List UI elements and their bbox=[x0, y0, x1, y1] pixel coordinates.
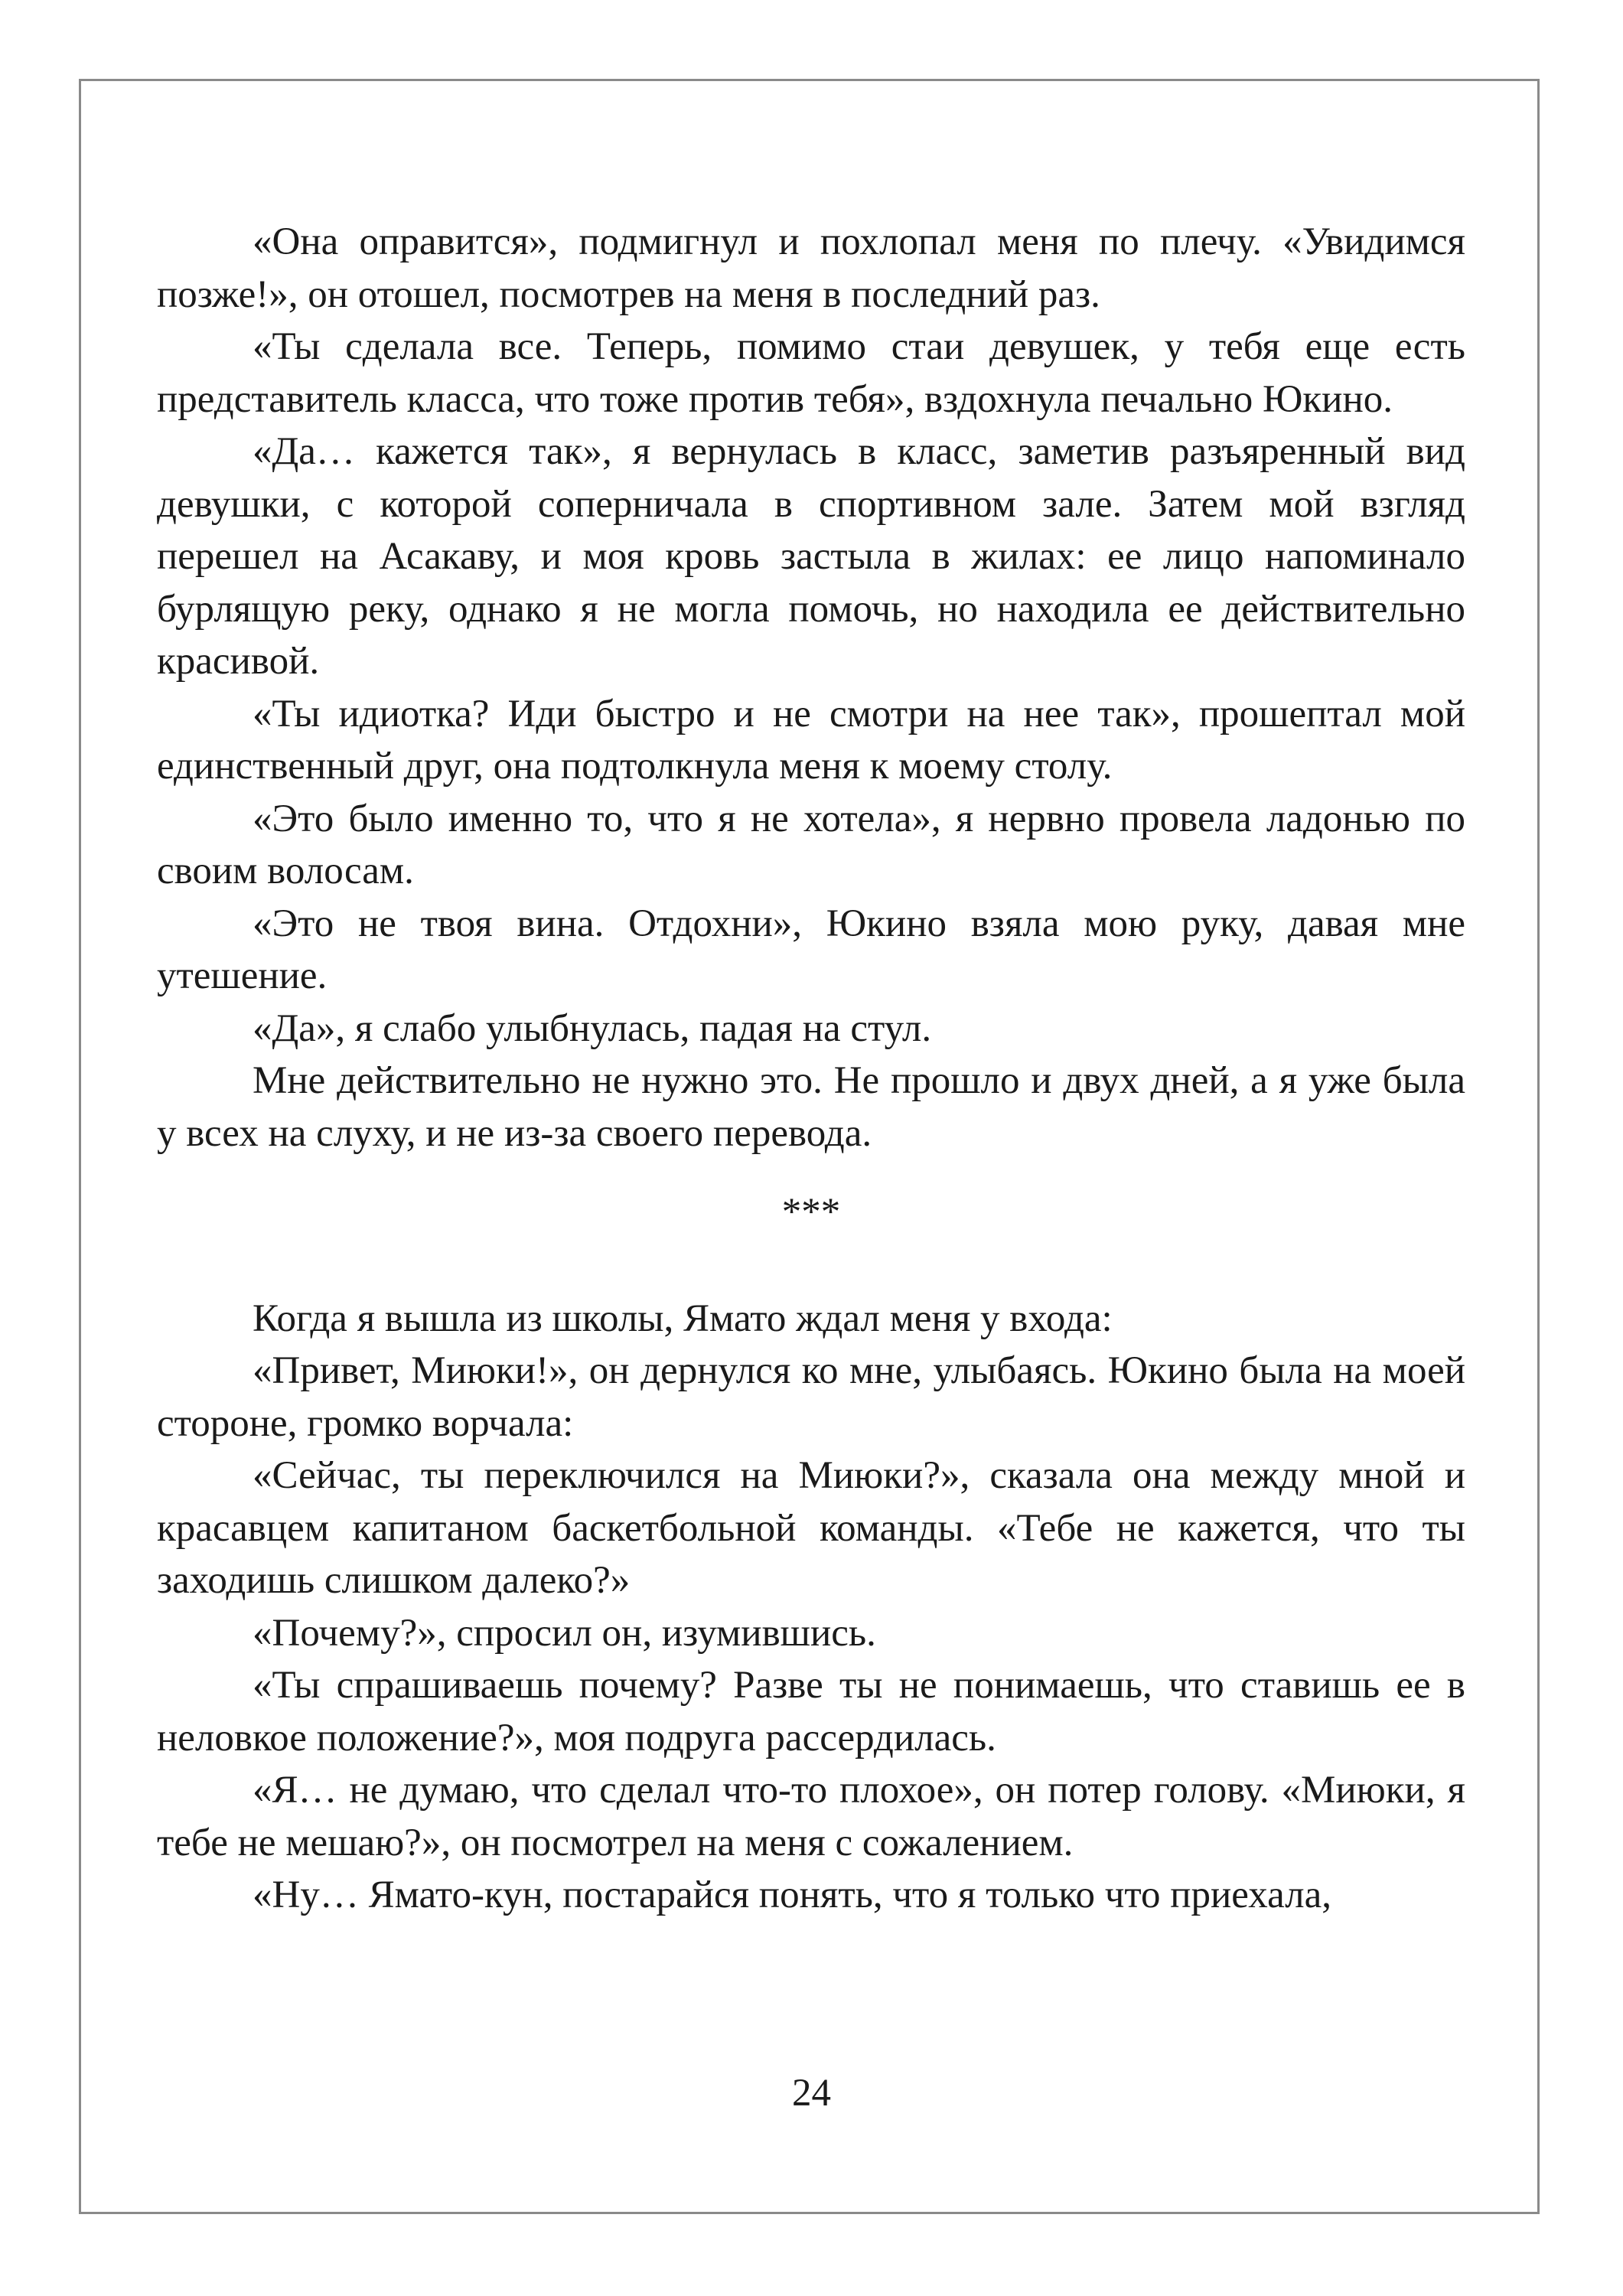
page-number: 24 bbox=[792, 2072, 831, 2115]
paragraph: «Привет, Миюки!», он дернулся ко мне, улыбаясь. Юкино была на моей стороне, громко ворчала: bbox=[157, 1349, 1465, 1445]
paragraph: «Ты спрашиваешь почему? Разве ты не понимаешь, что ставишь ее в неловкое положение?», моя подруга рассердилась. bbox=[157, 1664, 1465, 1760]
scene-separator: *** bbox=[781, 1191, 841, 1234]
paragraph: «Почему?», спросил он, изумившись. bbox=[253, 1611, 876, 1655]
paragraph: «Это было именно то, что я не хотела», я нервно провела ладонью по своим волосам. bbox=[157, 797, 1465, 892]
paragraph: Когда я вышла из школы, Ямато ждал меня у входа: bbox=[253, 1296, 1113, 1340]
paragraph: «Да», я слабо улыбнулась, падая на стул. bbox=[253, 1006, 932, 1050]
paragraph: «Ну… Ямато-кун, постарайся понять, что я только что приехала, bbox=[253, 1874, 1332, 1916]
paragraph: «Она оправится», подмигнул и похлопал меня по плечу. «Увидимся позже!», он отошел, посмотрев на меня в последний раз. bbox=[157, 220, 1465, 316]
paragraph: Мне действительно не нужно это. Не прошло и двух дней, а я уже была у всех на слуху, и не из-за своего перевода. bbox=[157, 1059, 1465, 1155]
paragraph: «Это не твоя вина. Отдохни», Юкино взяла мою руку, давая мне утешение. bbox=[157, 902, 1465, 997]
page-body-text bbox=[157, 216, 1465, 1922]
paragraph: «Ты сделала все. Теперь, помимо стаи девушек, у тебя еще есть представитель класса, что тоже против тебя», вздохнула печально Юкино. bbox=[157, 325, 1465, 421]
paragraph: «Ты идиотка? Иди быстро и не смотри на нее так», прошептал мой единственный друг, она подтолкнула меня к моему столу. bbox=[157, 692, 1465, 788]
paragraph: «Сейчас, ты переключился на Миюки?», сказала она между мной и красавцем капитаном баскетбольной команды. «Тебе не кажется, что ты заходишь слишком далеко?» bbox=[157, 1454, 1465, 1602]
paragraph: «Да… кажется так», я вернулась в класс, заметив разъяренный вид девушки, с которой соперничала в спортивном зале. Затем мой взгляд перешел на Асакаву, и моя кровь застыла в жилах: ее лицо напоминало бурлящую реку, однако я не могла помочь, но находила ее действительно красивой. bbox=[157, 430, 1465, 683]
paragraph: «Я… не думаю, что сделал что-то плохое», он потер голову. «Миюки, я тебе не мешаю?», он посмотрел на меня с сожалением. bbox=[157, 1769, 1465, 1864]
